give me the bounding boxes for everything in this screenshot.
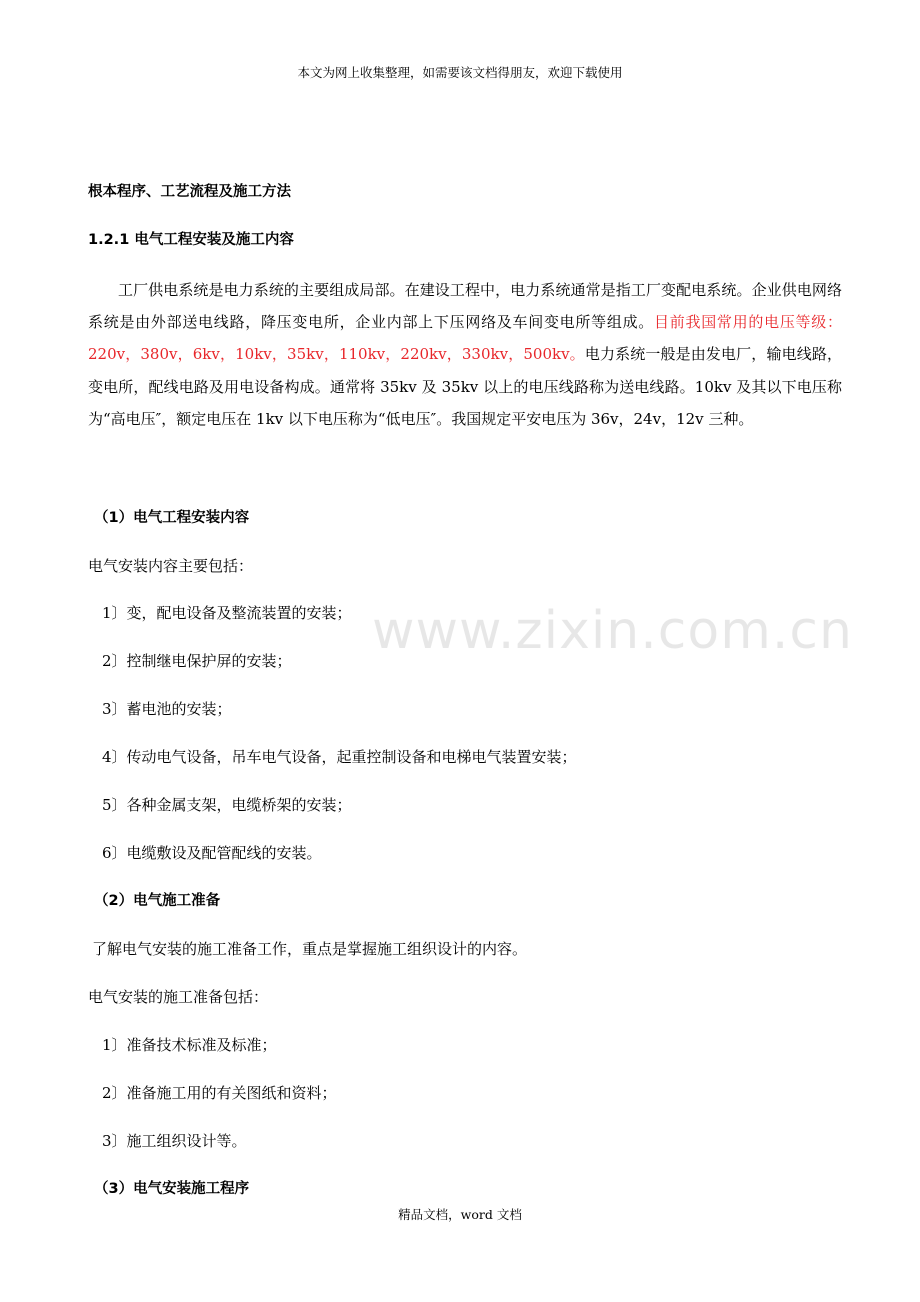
subsection-2-intro-2: 电气安装的施工准备包括： (88, 988, 269, 1006)
list-item: 2〕控制继电保护屏的安装； (102, 652, 292, 670)
list-item: 2〕准备施工用的有关图纸和资料； (102, 1084, 337, 1102)
list-item: 5〕各种金属支架，电缆桥架的安装； (102, 796, 352, 814)
subsection-heading-1: （1）电气工程安装内容 (94, 510, 250, 526)
list-item: 1〕变，配电设备及整流装置的安装； (102, 604, 352, 622)
paragraph-text-part1: 工厂供电系统是电力系统的主要组成局部。在建设工程中，电力系统通常是指工厂变配电系统。企业供电网络系统是由外部送电线路，降压变电所，企业内部上下压网络及车间变电所等组成。 (88, 281, 842, 332)
watermark: www.zixin.com.cn (372, 601, 853, 661)
page-footer-note: 精品文档，word 文档 (398, 1207, 522, 1222)
list-item: 1〕准备技术标准及标准； (102, 1036, 277, 1054)
paragraph-text-part3: 电力系统一般是由发电厂，输电线路，变电所，配线电路及用电设备构成。通常将 35kv 及 35kv 以上的电压线路称为送电线路。10kv 及其以下电压称为“高电压″，额定电压在 1kv 以下电压称为“低电压″。我国规定平安电压为 36v，24v，12v 三种。 (88, 345, 842, 428)
list-item: 4〕传动电气设备，吊车电气设备，起重控制设备和电梯电气装置安装； (102, 748, 577, 766)
subsection-1-intro: 电气安装内容主要包括： (88, 557, 254, 575)
section-paragraph (88, 274, 842, 435)
document-title: 根本程序、工艺流程及施工方法 (88, 184, 291, 200)
page-header-note: 本文为网上收集整理，如需要该文档得朋友，欢迎下载使用 (297, 65, 623, 80)
subsection-2-intro: 了解电气安装的施工准备工作，重点是掌握施工组织设计的内容。 (92, 940, 528, 958)
voltage-levels-highlight: 目前我国常用的电压等级：220v，380v，6kv，10kv，35kv，110kv，220kv，330kv，500kv。 (88, 313, 842, 364)
list-item: 6〕电缆敷设及配管配线的安装。 (102, 844, 322, 862)
list-item: 3〕施工组织设计等。 (102, 1132, 247, 1150)
section-heading-1-2-1: 1.2.1 电气工程安装及施工内容 (88, 232, 294, 248)
subsection-heading-2: （2）电气施工准备 (94, 893, 221, 909)
list-item: 3〕蓄电池的安装； (102, 700, 232, 718)
subsection-heading-3: （3）电气安装施工程序 (94, 1181, 250, 1197)
